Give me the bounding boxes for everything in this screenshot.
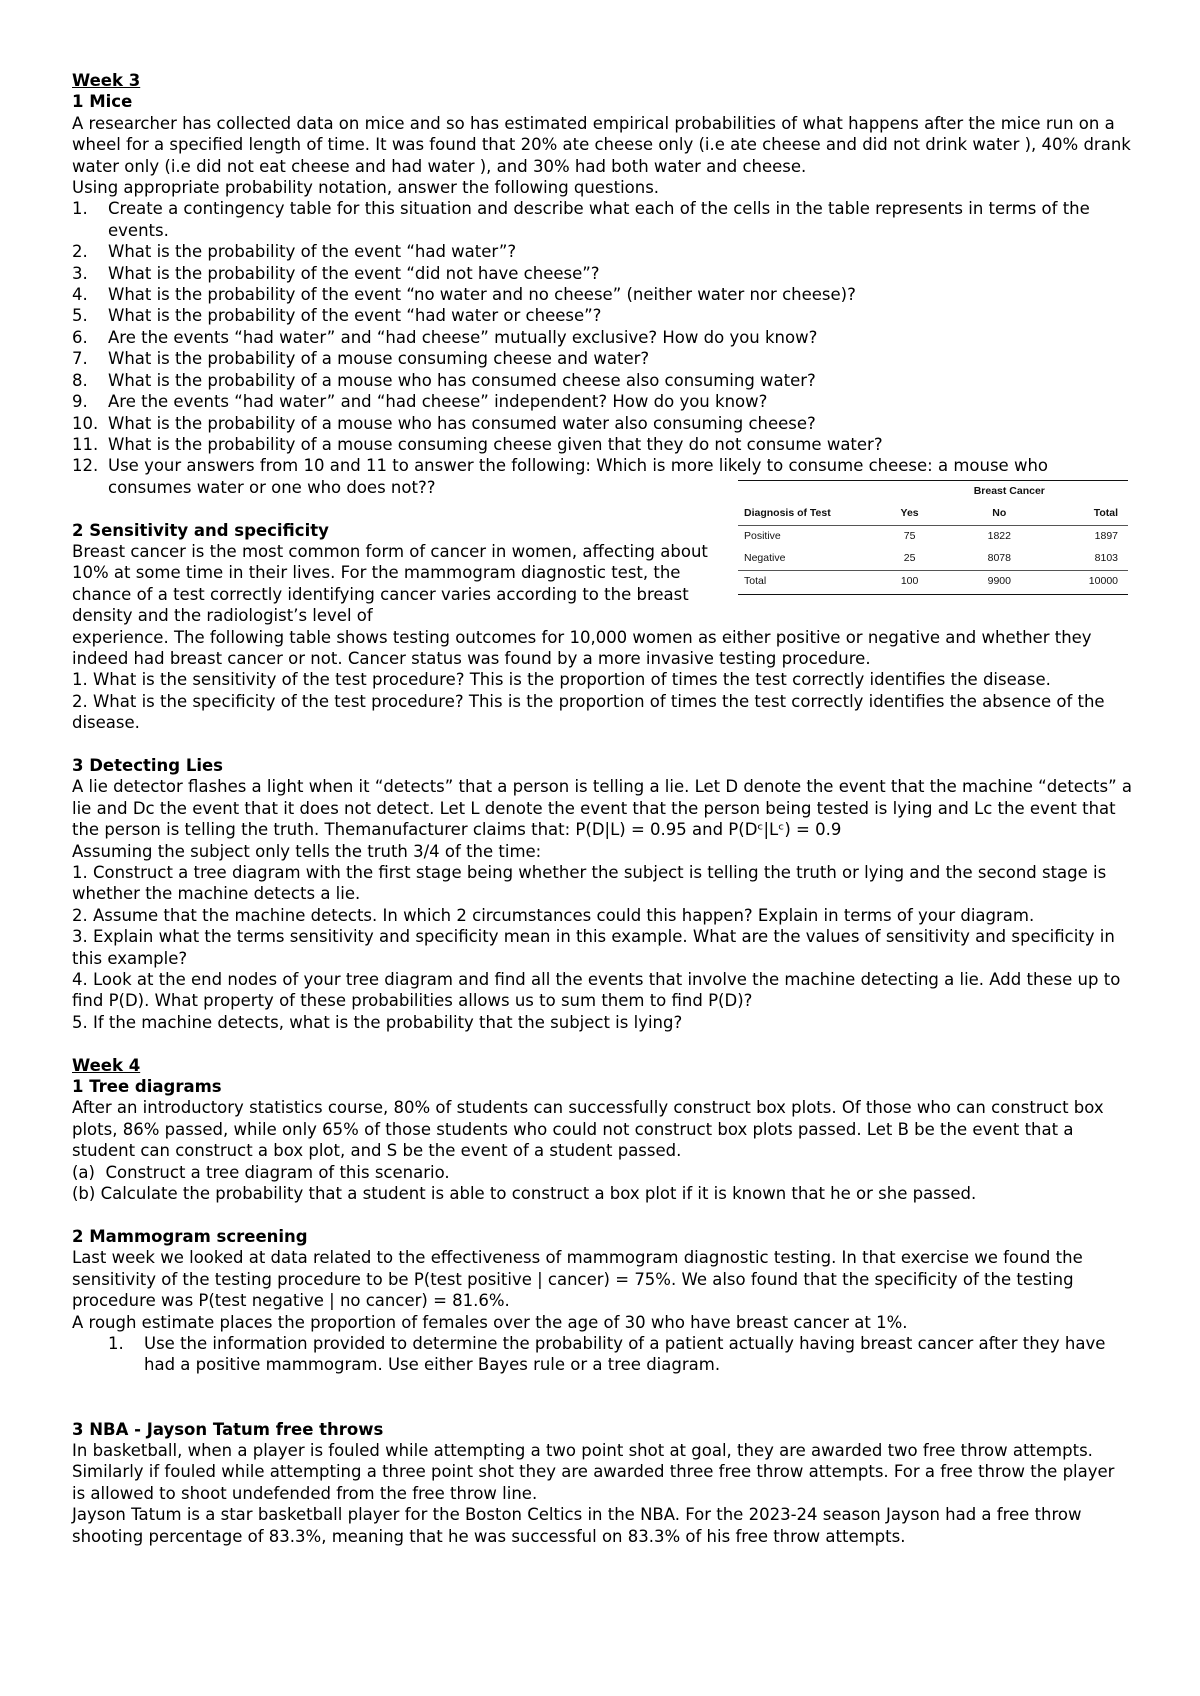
document-page <box>72 70 1132 1547</box>
lies-question-2: 2. Assume that the machine detects. In which 2 circumstances could this happen? Explain in terms of your diagram. <box>72 905 1035 925</box>
list-item: 12. Use your answers from 10 and 11 to answer the following: Which is more likely to consume cheese: a mouse who consumes water or one who does not?? <box>72 456 1049 497</box>
table-col-no: No <box>992 506 1007 519</box>
tree-heading: 1 Tree diagrams <box>72 1077 222 1097</box>
list-item: 7. What is the probability of a mouse consuming cheese and water? <box>72 349 650 369</box>
lies-heading: 3 Detecting Lies <box>72 755 223 775</box>
mammogram-heading: 2 Mammogram screening <box>72 1226 308 1246</box>
breast-cancer-table <box>738 480 1128 595</box>
sensitivity-heading: 2 Sensitivity and specificity <box>72 520 329 540</box>
tree-part-a: (a) Construct a tree diagram of this scenario. <box>72 1162 450 1182</box>
lies-assumption: Assuming the subject only tells the truth 3/4 of the time: <box>72 841 542 861</box>
mammogram-estimate: A rough estimate places the proportion of females over the age of 30 who have breast cancer at 1%. <box>72 1312 908 1332</box>
sensitivity-question-2: 2. What is the specificity of the test procedure? This is the proportion of times the test correctly identifies the absence of the disease. <box>72 691 1105 733</box>
table-group-header: Breast Cancer <box>973 484 1045 497</box>
nba-paragraph-2: Jayson Tatum is a star basketball player for the Boston Celtics in the NBA. For the 2023-24 season Jayson had a free throw shooting percentage of 83.3%, meaning that he was successful on 83.3% of his free throw attempts. <box>72 1505 1082 1546</box>
sensitivity-intro-continued: experience. The following table shows testing outcomes for 10,000 women as either positive or negative and whether they indeed had breast cancer or not. Cancer status was found by a more invasive testing procedure. <box>72 627 1092 668</box>
list-item: 11. What is the probability of a mouse consuming cheese given that they do not consume water? <box>72 434 883 454</box>
tree-part-b: (b) Calculate the probability that a student is able to construct a box plot if it is known that he or she passed. <box>72 1184 977 1204</box>
mammogram-question-list <box>72 1333 1132 1376</box>
mice-question-list <box>72 198 1132 498</box>
nba-paragraph-1: In basketball, when a player is fouled while attempting a two point shot at goal, they are awarded two free throw attempts. Similarly if fouled while attempting a three point shot they are awarded three free throw attempts. For a free throw the player is allowed to shoot undefended from the free throw line. <box>72 1440 1115 1503</box>
list-item: 9. Are the events “had water” and “had cheese” independent? How do you know? <box>72 392 768 412</box>
sensitivity-section <box>72 484 1132 627</box>
mice-heading: 1 Mice <box>72 92 133 112</box>
list-item: 2. What is the probability of the event “had water”? <box>72 242 517 262</box>
table-col-total: Total <box>1093 506 1118 519</box>
mammogram-intro: Last week we looked at data related to the effectiveness of mammogram diagnostic testing. In that exercise we found the sensitivity of the testing procedure to be P(test positive | cancer) = 75%. We also found that the specificity of the testing procedure was P(test negative | no cancer) = 81.6%. <box>72 1248 1083 1311</box>
list-item: 8. What is the probability of a mouse who has consumed cheese also consuming water? <box>72 370 816 390</box>
week3-title: Week 3 <box>72 71 141 90</box>
table-row: Positive 75 1822 1897 <box>744 530 1118 543</box>
sensitivity-intro: Breast cancer is the most common form of cancer in women, affecting about 10% at some time in their lives. For the mammogram diagnostic test, the chance of a test correctly identifying cancer varies according to the breast density and the radiologist’s level of <box>72 541 708 626</box>
week4-title: Week 4 <box>72 1055 141 1075</box>
lies-question-5: 5. If the machine detects, what is the probability that the subject is lying? <box>72 1012 683 1032</box>
list-item: 1. Use the information provided to determine the probability of a patient actually having breast cancer after they have had a positive mammogram. Use either Bayes rule or a tree diagram. <box>108 1333 1106 1375</box>
list-item: 3. What is the probability of the event “did not have cheese”? <box>72 263 600 283</box>
tree-intro: After an introductory statistics course, 80% of students can successfully construct box plots. Of those who can construct box plots, 86% passed, while only 65% of those students who could not construct box plots passed. Let B be the event that a student can construct a box plot, and S be the event of a student passed. <box>72 1098 1104 1161</box>
mice-intro: A researcher has collected data on mice and so has estimated empirical probabilities of what happens after the mice run on a wheel for a specified length of time. It was found that 20% ate cheese only (i.e ate cheese and did not drink water ), 40% drank water only (i.e did not eat cheese and had water ), and 30% had both water and cheese. <box>72 113 1131 176</box>
nba-heading: 3 NBA - Jayson Tatum free throws <box>72 1419 384 1439</box>
lies-question-3: 3. Explain what the terms sensitivity and specificity mean in this example. What are the values of sensitivity and specificity in this example? <box>72 927 1115 968</box>
lies-question-1: 1. Construct a tree diagram with the first stage being whether the subject is telling the truth or lying and the second stage is whether the machine detects a lie. <box>72 863 1107 904</box>
list-item: 5. What is the probability of the event “had water or cheese”? <box>72 306 602 326</box>
mice-instruction: Using appropriate probability notation, answer the following questions. <box>72 178 660 198</box>
table-row: Total 100 9900 10000 <box>738 570 1128 594</box>
lies-question-4: 4. Look at the end nodes of your tree diagram and find all the events that involve the machine detecting a lie. Add these up to find P(D). What property of these probabilities allows us to sum them to find P(D)? <box>72 970 1121 1011</box>
table-col-yes: Yes <box>900 506 919 519</box>
list-item: 10. What is the probability of a mouse who has consumed water also consuming cheese? <box>72 413 816 433</box>
list-item: 1. Create a contingency table for this situation and describe what each of the cells in the table represents in terms of the events. <box>72 199 1090 240</box>
table-row: Negative 25 8078 8103 <box>738 548 1128 571</box>
list-item: 6. Are the events “had water” and “had cheese” mutually exclusive? How do you know? <box>72 327 818 347</box>
sensitivity-question-1: 1. What is the sensitivity of the test procedure? This is the proportion of times the test correctly identifies the disease. <box>72 670 1051 690</box>
table-row-header: Diagnosis of Test <box>744 506 831 519</box>
lies-intro: A lie detector flashes a light when it “detects” that a person is telling a lie. Let D denote the event that the machine “detects” a lie and Dc the event that it does not detect. Let L denote the event that the person being tested is lying and Lc the event that the person is telling the truth. Themanufacturer claims that: P(D|L) = 0.95 and P(Dᶜ|Lᶜ) = 0.9 <box>72 777 1132 840</box>
list-item: 4. What is the probability of the event “no water and no cheese” (neither water nor cheese)? <box>72 285 856 305</box>
